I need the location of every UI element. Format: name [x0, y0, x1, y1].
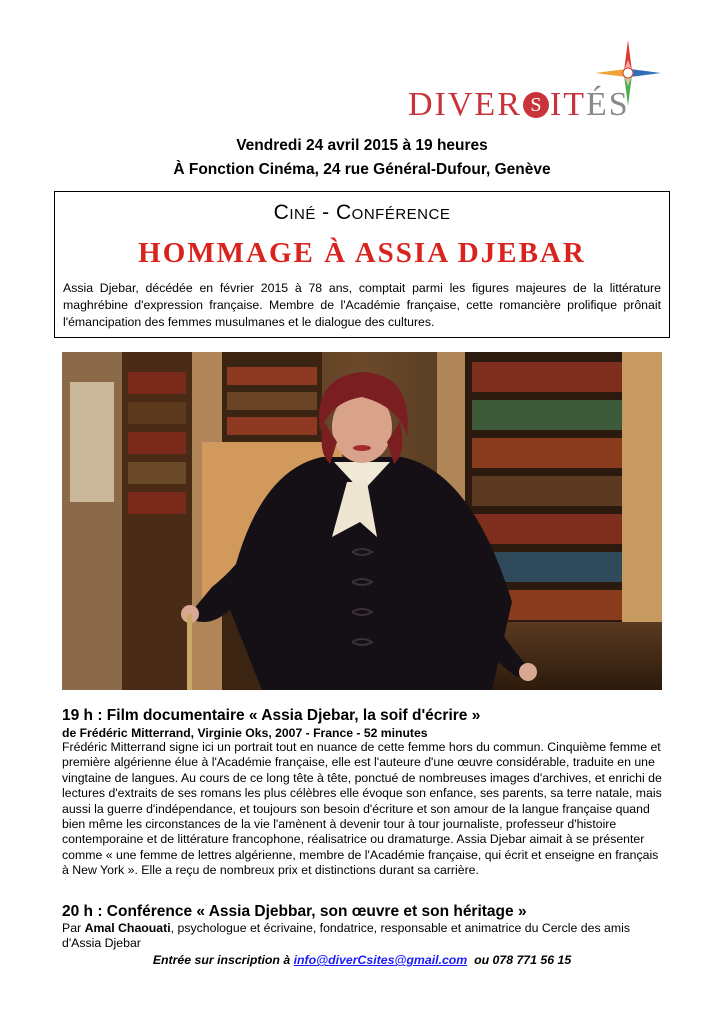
conference-description: Par Amal Chaouati, psychologue et écrivaine, fondatrice, responsable et animatrice du Cercle des amis d'Assia Djebar — [62, 921, 630, 951]
event-description: Assia Djebar, décédée en février 2015 à 78 ans, comptait parmi les figures majeures de la littérature maghrébine d'expression française. Membre de l'Académie française, cette romancière prolifique prônait l'émancipation des femmes musulmanes et le dialogue des cultures. — [63, 281, 661, 329]
event-box — [54, 191, 670, 338]
event-title: HOMMAGE À ASSIA DJEBAR — [138, 237, 586, 269]
registration-line: Entrée sur inscription à info@diverCsites@gmail.com ou 078 771 56 15 — [152, 953, 572, 967]
event-type: Ciné - Conférence — [273, 201, 451, 224]
library-portrait-illustration — [62, 352, 662, 690]
film-heading: 19 h : Film documentaire « Assia Djebar, la soif d'écrire » — [62, 707, 481, 724]
portrait-photo — [62, 352, 662, 690]
event-venue: À Fonction Cinéma, 24 rue Général-Dufour, Genève — [173, 161, 551, 178]
film-credits: de Frédéric Mitterrand, Virginie Oks, 2007 - France - 52 minutes — [62, 726, 428, 740]
film-description: Frédéric Mitterrand signe ici un portrait tout en nuance de cette femme hors du commun. Cinquième femme et première algérienne élue à l'Académie française, elle est l'auteure d'une œuvre considérable, traduite en une vingtaine de langues. Au cours de ce long tête à tête, ponctué de nombreuses images d'archives, et enrichi de lectures d'extraits de ses romans les plus célèbres elle évoque son enfance, ses parents, sa terre natale, mais aussi la guerre d'indépendance, et toujours son besoin d'écriture et son amour de la langue française quand bien même les circonstances de la vie l'amènent à devenir tour à tour journaliste, professeur d'histoire contemporaine et de littérature francophone, réalisatrice ou dramaturge. Assia Djebar aimait à se présenter comme « une femme de lettres algérienne, membre de l'Académie française, qui écrit et enseigne en français à New York ». Elle a reçu de nombreux prix et distinctions durant sa carrière. — [62, 740, 662, 878]
logo-wordmark: DIVER S ITÉS — [408, 86, 630, 123]
event-date: Vendredi 24 avril 2015 à 19 heures — [236, 137, 488, 154]
diversites-logo — [405, 38, 670, 128]
conference-heading: 20 h : Conférence « Assia Djebbar, son œuvre et son héritage » — [62, 903, 527, 920]
speaker-name: Amal Chaouati — [84, 921, 171, 935]
registration-email-link[interactable]: info@diverCsites@gmail.com — [293, 953, 468, 967]
